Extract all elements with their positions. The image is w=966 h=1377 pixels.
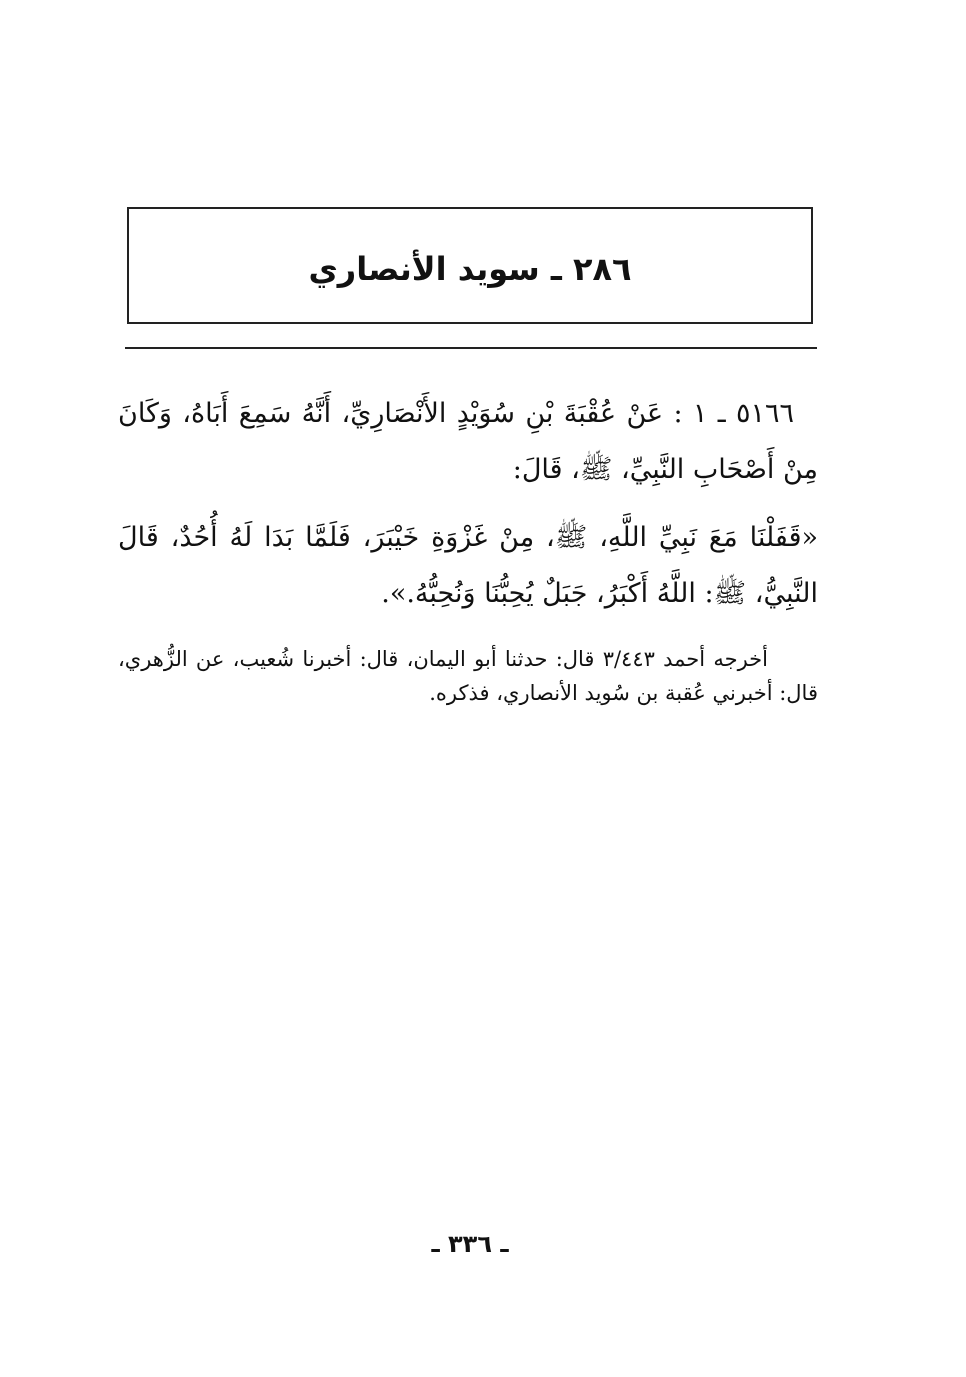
hadith-block (118, 386, 818, 622)
chapter-title-box (127, 207, 813, 324)
chapter-title: ٢٨٦ ـ سويد الأنصاري (308, 249, 632, 288)
hadith-text: «قَفَلْنَا مَعَ نَبِيِّ اللَّهِ، ﷺ، مِنْ غَزْوَةِ خَيْبَرَ، فَلَمَّا بَدَا لَهُ أُحُدٌ، قَالَ النَّبِيُّ، ﷺ: اللَّهُ أَكْبَرُ، جَبَلٌ يُحِبُّنَا وَنُحِبُّهُ.». (118, 522, 818, 609)
divider-line (125, 347, 817, 349)
page-number: ـ ٣٣٦ ـ (431, 1230, 509, 1258)
hadith-intro: ٥١٦٦ ـ ١ : عَنْ عُقْبَةَ بْنِ سُوَيْدٍ الأَنْصَارِيِّ، أَنَّهُ سَمِعَ أَبَاهُ، وَكَانَ مِنْ أَصْحَابِ النَّبِيِّ، ﷺ، قَالَ: (118, 398, 818, 485)
takhrij-note: أخرجه أحمد ٣/٤٤٣ قال: حدثنا أبو اليمان، قال: أخبرنا شُعيب، عن الزُّهري، قال: أخبرني عُقبة بن سُويد الأنصاري، فذكره. (118, 647, 818, 705)
